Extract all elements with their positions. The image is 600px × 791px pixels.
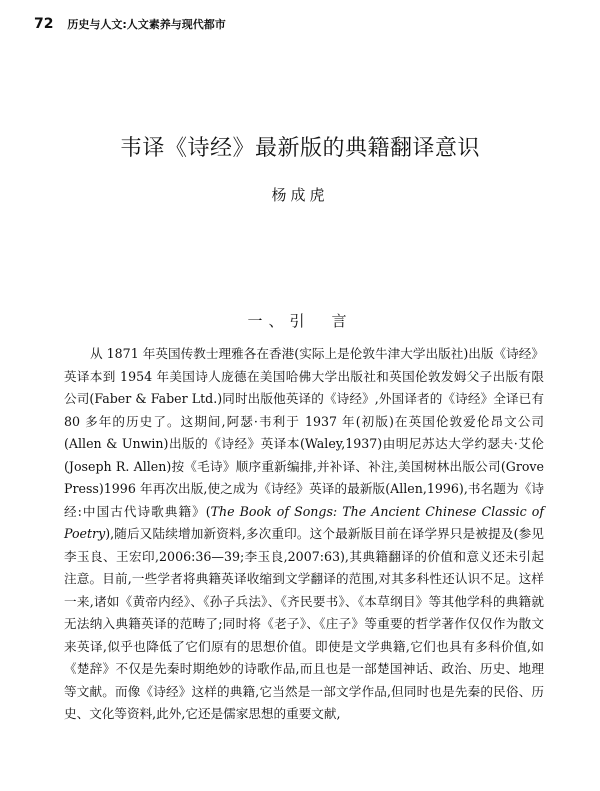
running-header (34, 16, 574, 36)
paragraph-book-title-italic: The Book of Songs: The Ancient Chinese Classic of Poetry (64, 503, 544, 541)
paragraph-text-part2: ),随后又陆续增加新资料,多次重印。这个最新版目前在译学界只是被提及(参见李玉良、王宏印,2006:36—39;李玉良,2007:63),其典籍翻译的价值和意义还未引起注意。目前,一些学者将典籍英译收缩到文学翻译的范围,对其多科性还认识不足。这样一来,诸如《黄帝内经》、《孙子兵法》、《齐民要书》、《本草纲目》等其他学科的典籍就无法纳入典籍英译的范畴了;同时将《老子》、《庄子》等重要的哲学著作仅仅作为散文来英译,似乎也降低了它们原有的思想价值。即使是文学典籍,它们也具有多科价值,如《楚辞》不仅是先秦时期绝妙的诗歌作品,而且也是一部楚国神话、政治、历史、地理等文献。而像《诗经》这样的典籍,它当然是一部文学作品,但同时也是先秦的民俗、历史、文化等资料,此外,它还是儒家思想的重要文献, (64, 526, 544, 721)
article-title: 韦译《诗经》最新版的典籍翻译意识 (119, 136, 480, 161)
body-paragraph (64, 343, 544, 726)
paragraph-text-part1: 从 1871 年英国传教士理雅各在香港(实际上是伦敦牛津大学出版社)出版《诗经》英译本到 1954 年美国诗人庞德在美国哈佛大学出版社和英国伦敦发姆父子出版有限公司(Faber & Faber Ltd.)同时出版他英译的《诗经》,外国译者的《诗经》全译已有 80 多年的历史了。这期间,阿瑟·韦利于 1937 年(初版)在英国伦敦爱伦昂文公司(Allen & Unwin)出版的《诗经》英译本(Waley,1937)由明尼苏达大学约瑟夫·艾伦(Joseph R. Allen)按《毛诗》顺序重新编排,并补译、补注,美国树林出版公司(Grove Press)1996 年再次出版,使之成为《诗经》英译的最新版(Allen,1996),书名题为《诗经:中国古代诗歌典籍》( (64, 346, 544, 519)
running-title: 历史与人文:人文素养与现代都市 (67, 18, 226, 31)
author-name: 杨成虎 (271, 186, 329, 204)
page-number: 72 (34, 16, 54, 32)
section-heading: 一、引 言 (247, 312, 353, 330)
